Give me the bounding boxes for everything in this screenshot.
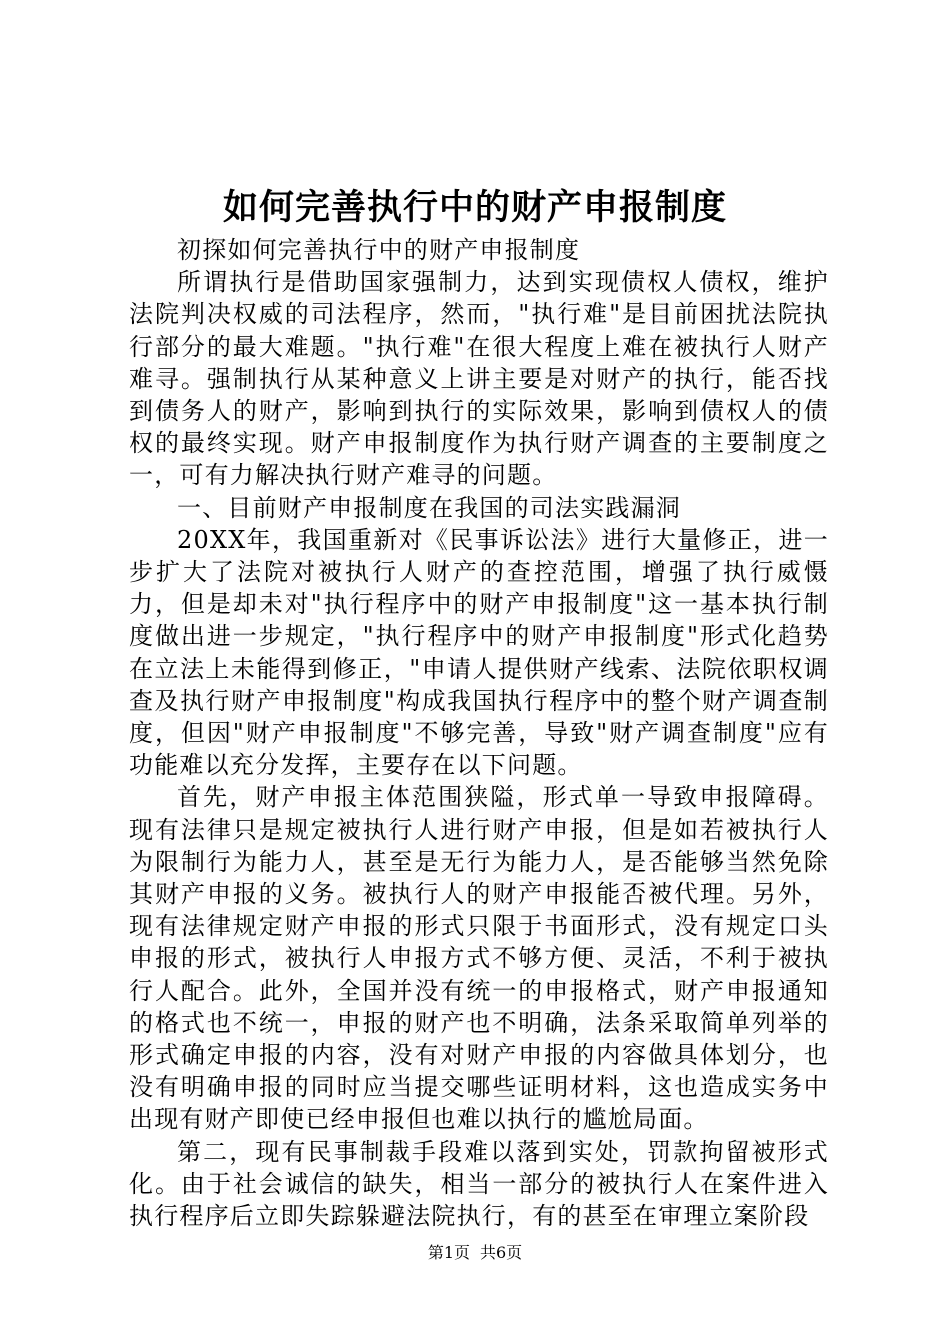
page-footer	[0, 1243, 950, 1263]
document-body	[129, 234, 829, 1232]
section-heading: 一、目前财产申报制度在我国的司法实践漏洞	[177, 493, 681, 522]
paragraph-first-issue: 首先，财产申报主体范围狭隘，形式单一导致申报障碍。现有法律只是规定被执行人进行财产申报，但是如若被执行人为限制行为能力人，甚至是无行为能力人，是否能够当然免除其财产申报的义务。被执行人的财产申报能否被代理。另外，现有法律规定财产申报的形式只限于书面形式，没有规定口头申报的形式，被执行人申报方式不够方便、灵活，不利于被执行人配合。此外，全国并没有统一的申报格式，财产申报通知的格式也不统一，申报的财产也不明确，法条采取简单列举的形式确定申报的内容，没有对财产申报的内容做具体划分，也没有明确申报的同时应当提交哪些证明材料，这也造成实务中出现有财产即使已经申报但也难以执行的尴尬局面。	[129, 783, 829, 1134]
document-title: 如何完善执行中的财产申报制度	[222, 187, 727, 228]
page-total: 共6页	[480, 1243, 523, 1262]
paragraph-intro: 所谓执行是借助国家强制力，达到实现债权人债权，维护法院判决权威的司法程序，然而，"执行难"是目前困扰法院执行部分的最大难题。"执行难"在很大程度上难在被执行人财产难寻。强制执行从某种意义上讲主要是对财产的执行，能否找到债务人的财产，影响到执行的实际效果，影响到债权人的债权的最终实现。财产申报制度作为执行财产调查的主要制度之一，可有力解决执行财产难寻的问题。	[129, 268, 829, 490]
page-number: 第1页	[427, 1243, 470, 1262]
paragraph-background: 20XX年，我国重新对《民事诉讼法》进行大量修正，进一步扩大了法院对被执行人财产的查控范围，增强了执行威慑力，但是却未对"执行程序中的财产申报制度"这一基本执行制度做出进一步规定，"执行程序中的财产申报制度"形式化趋势在立法上未能得到修正，"申请人提供财产线索、法院依职权调查及执行财产申报制度"构成我国执行程序中的整个财产调查制度，但因"财产申报制度"不够完善，导致"财产调查制度"应有功能难以充分发挥，主要存在以下问题。	[129, 525, 829, 780]
paragraph-subtitle: 初探如何完善执行中的财产申报制度	[177, 236, 581, 264]
paragraph-second-issue: 第二，现有民事制裁手段难以落到实处，罚款拘留被形式化。由于社会诚信的缺失，相当一部分的被执行人在案件进入执行程序后立即失踪躲避法院执行，有的甚至在审理立案阶段	[129, 1137, 829, 1231]
